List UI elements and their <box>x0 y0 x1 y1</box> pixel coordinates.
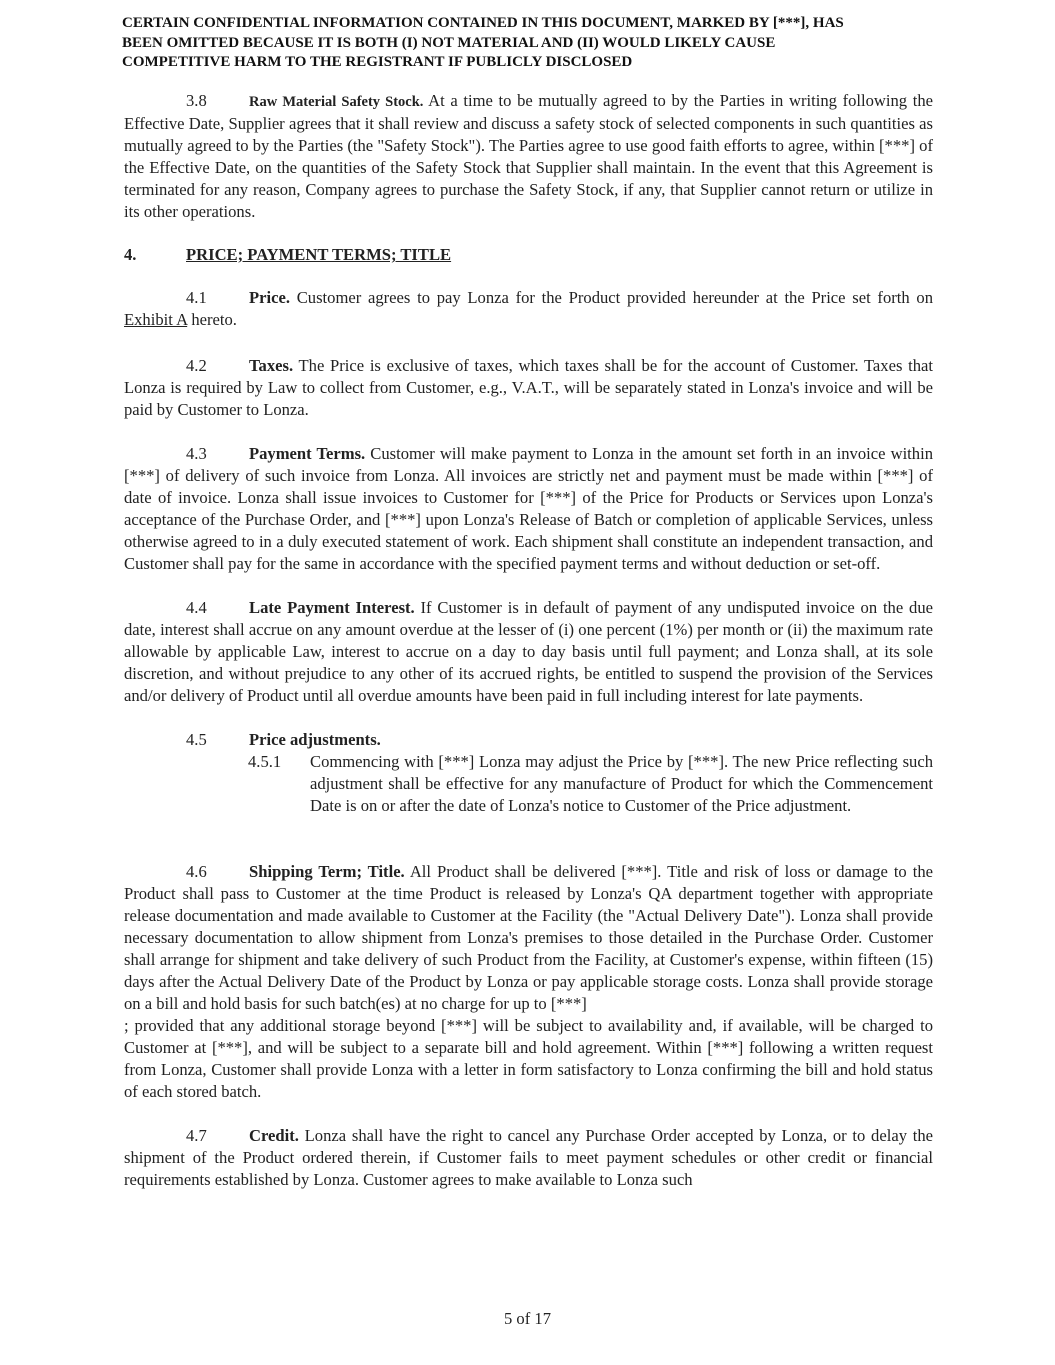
section-text: Lonza shall have the right to cancel any Purchase Order accepted by Lonza, or to delay the shipment of the Product ordered therein, if Customer fails to meet payment schedules or other credit or financial requirements established by Lonza. Customer agrees to make available to Lonza such <box>124 1126 933 1189</box>
section-title: Credit. <box>249 1126 299 1145</box>
section-4-5 <box>124 729 933 751</box>
section-4-4 <box>124 597 933 707</box>
section-number: 4.5 <box>186 730 207 749</box>
section-number: 4.3 <box>186 444 207 463</box>
section-title: Shipping Term; Title. <box>249 862 405 881</box>
header-line: CERTAIN CONFIDENTIAL INFORMATION CONTAINED IN THIS DOCUMENT, MARKED BY [***], HAS <box>122 15 844 31</box>
section-number: 4. <box>124 245 137 264</box>
section-number: 4.6 <box>186 862 207 881</box>
section-title: Taxes. <box>249 356 294 375</box>
section-text: Customer will make payment to Lonza in the amount set forth in an invoice within [***] of delivery of such invoice from Lonza. All invoices are strictly net and payment must be made within [***] of date of invoice. Lonza shall issue invoices to Customer for [***] of the Price for Products or Services upon Lonza's acceptance of the Purchase Order, and [***] upon Lonza's Release of Batch or completion of applicable Services, unless otherwise agreed to in a duly executed statement of work. Each shipment shall constitute an independent transaction, and Customer shall pay for the same in accordance with the specified payment terms and without deduction or set-off. <box>124 444 933 573</box>
document-body <box>124 90 933 1191</box>
section-4-heading <box>124 244 933 266</box>
subsection-text: Commencing with [***] Lonza may adjust the Price by [***]. The new Price reflecting such adjustment shall be effective for any manufacture of Product for which the Commencement Date is on or after the date of Lonza's notice to Customer of the Price adjustment. <box>310 752 933 815</box>
section-4-7 <box>124 1125 933 1191</box>
header-line: BEEN OMITTED BECAUSE IT IS BOTH (I) NOT MATERIAL AND (II) WOULD LIKELY CAUSE <box>122 34 776 51</box>
section-number: 4.2 <box>186 356 207 375</box>
section-3-8 <box>124 90 933 223</box>
section-4-6 <box>124 861 933 1015</box>
section-text: If Customer is in default of payment of any undisputed invoice on the due date, interest shall accrue on any amount overdue at the lesser of (i) one percent (1%) per month or (ii) the maximum rate allowable by applicable Law, interest to accrue on a day to day basis until full payment; and Lonza shall, at its sole discretion, and without prejudice to any other of its accrued rights, be entitled to suspend the provision of the Services and/or delivery of Product until all overdue amounts have been paid in full including interest for late payments. <box>124 598 933 705</box>
section-title: PRICE; PAYMENT TERMS; TITLE <box>186 245 452 264</box>
section-title: Payment Terms. <box>249 444 366 463</box>
section-number: 4.1 <box>186 288 207 307</box>
subsection-number: 4.5.1 <box>248 752 282 771</box>
section-text: At a time to be mutually agreed to by the Parties in writing following the Effective Date, Supplier agrees that it shall review and discuss a safety stock of selected components in such quantities as mutually agreed to by the Parties (the "Safety Stock"). The Parties agree to use good faith efforts to agree, within [***] of the Effective Date, on the quantities of the Safety Stock that Supplier shall maintain. In the event that this Agreement is terminated for any reason, Company agrees to purchase the Safety Stock, if any, that Supplier cannot return or utilize in its other operations. <box>124 91 934 221</box>
section-number: 4.4 <box>186 598 207 617</box>
section-title: Late Payment Interest. <box>249 598 415 617</box>
section-title: Price adjustments. <box>249 730 381 749</box>
section-number: 3.8 <box>186 91 207 110</box>
section-4-5-1 <box>248 751 933 817</box>
section-text: ; provided that any additional storage beyond [***] will be subject to availability and, if available, will be charged to Customer at [***], and will be subject to a separate bill and hold agreement. Within [***] following a written request from Lonza, Customer shall provide Lonza with a letter in form satisfactory to Lonza confirming the bill and hold status of each stored batch. <box>124 1016 933 1101</box>
section-title: Raw Material Safety Stock. <box>249 94 424 110</box>
section-text: The Price is exclusive of taxes, which taxes shall be for the account of Customer. Taxes that Lonza is required by Law to collect from Customer, e.g., V.A.T., will be separately stated in Lonza's invoice and will be paid by Customer to Lonza. <box>124 356 933 419</box>
section-4-2 <box>124 355 933 421</box>
confidentiality-header <box>122 14 942 73</box>
section-4-1 <box>124 287 933 331</box>
section-text: hereto. <box>191 310 237 329</box>
section-text: Customer agrees to pay Lonza for the Product provided hereunder at the Price set forth on <box>296 288 933 307</box>
page-number: 5 of 17 <box>503 1309 551 1328</box>
header-line: COMPETITIVE HARM TO THE REGISTRANT IF PUBLICLY DISCLOSED <box>122 54 633 70</box>
section-title: Price. <box>249 288 290 307</box>
exhibit-a-link[interactable]: Exhibit A <box>124 310 188 329</box>
section-number: 4.7 <box>186 1126 207 1145</box>
section-4-3 <box>124 443 933 575</box>
section-4-6-continued <box>124 1015 933 1103</box>
section-text: All Product shall be delivered [***]. Title and risk of loss or damage to the Product shall pass to Customer at the time Product is released by Lonza's QA department together with appropriate release documentation and made available to Customer at the Facility (the "Actual Delivery Date"). Lonza shall provide necessary documentation to allow shipment from Lonza's premises to those detailed in the Purchase Order. Customer shall arrange for shipment and take delivery of such Product from the Facility, at Customer's expense, within fifteen (15) days after the Actual Delivery Date of the Product by Lonza or pay applicable storage costs. Lonza shall provide storage on a bill and hold basis for such batch(es) at no charge for up to [***] <box>124 862 933 1013</box>
